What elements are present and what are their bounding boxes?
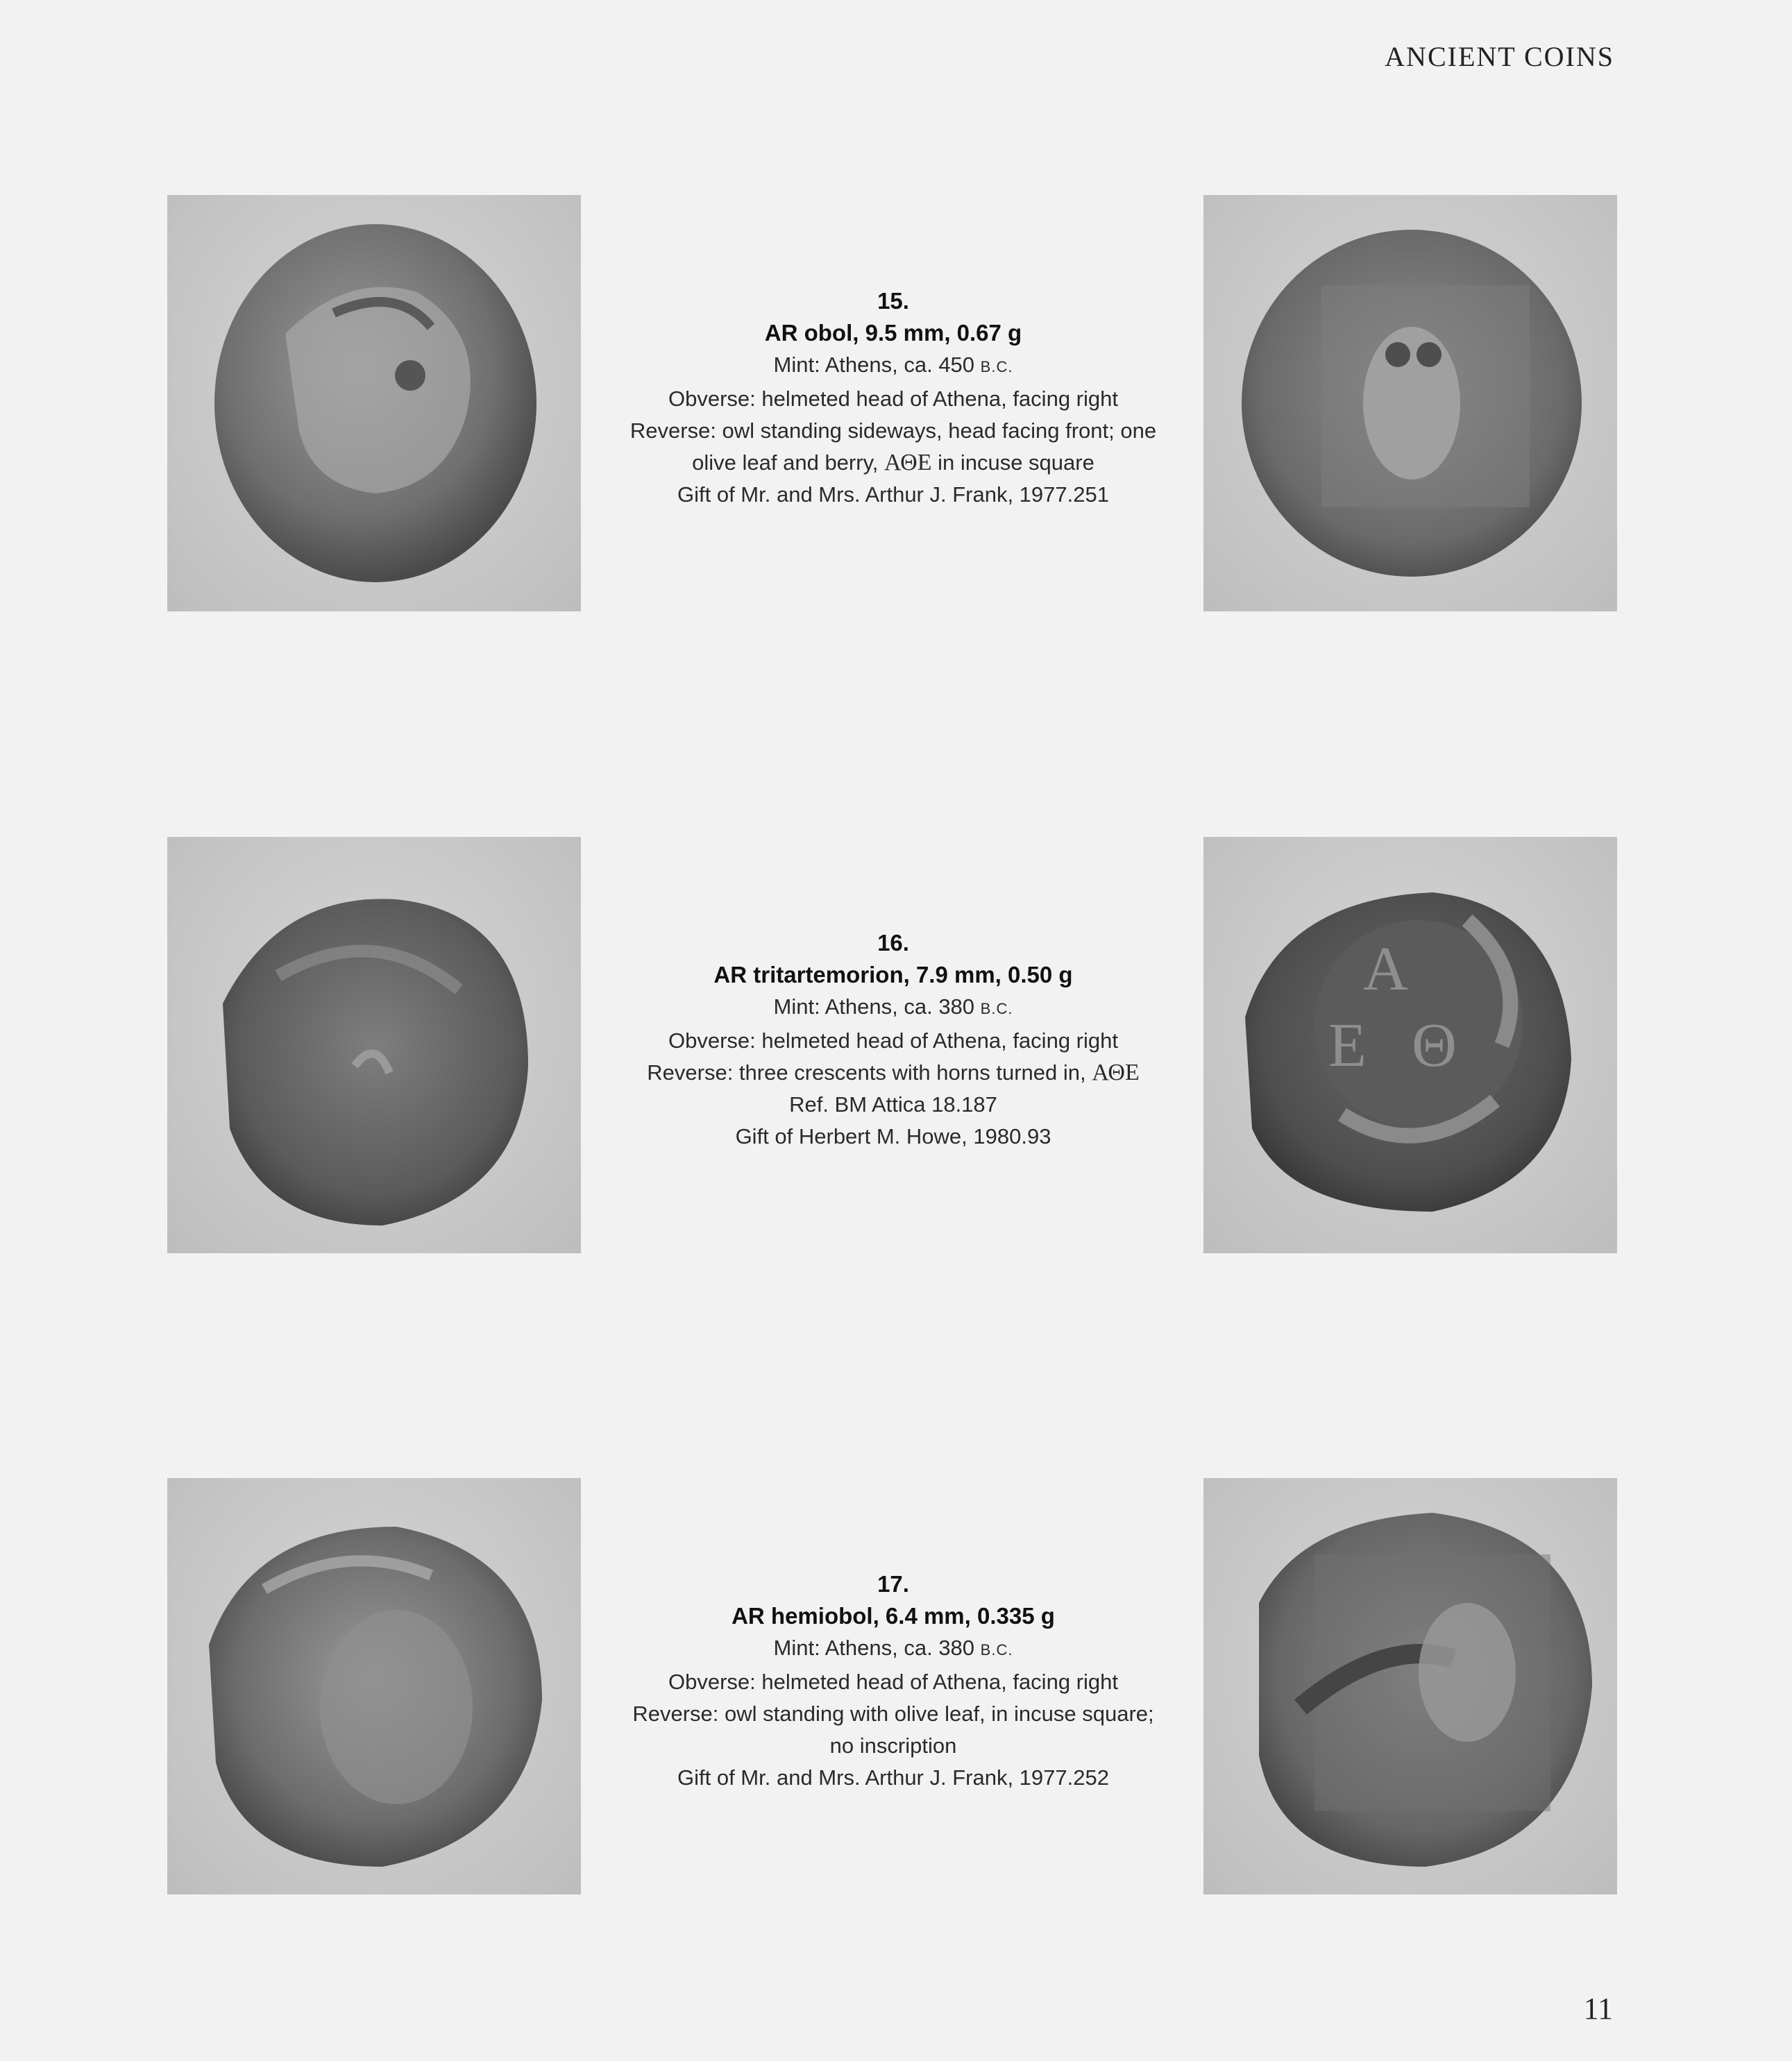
coin-15-obverse-photo [167,195,581,611]
reverse-line [583,1057,1203,1089]
era-text: B.C. [980,1000,1013,1017]
coin-17-reverse-photo [1203,1478,1617,1894]
mint-line [583,349,1203,383]
obverse-line: Obverse: helmeted head of Athena, facing right [668,1670,1118,1694]
gift-line: Gift of Herbert M. Howe, 1980.93 [735,1124,1051,1148]
era-text: B.C. [980,1641,1013,1659]
gift-line: Gift of Mr. and Mrs. Arthur J. Frank, 1977.251 [677,482,1109,507]
greek-inscription: ΑΘΕ [1092,1060,1140,1085]
catalog-number: 16. [877,930,909,956]
svg-text:Ε: Ε [1328,1011,1367,1080]
coin-15-reverse-photo [1203,195,1617,611]
reverse-line-2 [583,447,1203,479]
coin-16-reverse-photo [1203,837,1617,1253]
era-text: B.C. [980,358,1013,375]
denomination: AR hemiobol, 6.4 mm, 0.335 g [732,1603,1055,1629]
coin-entry-17 [0,1478,1792,1894]
mint-line [583,1632,1203,1666]
page-number: 11 [1583,1992,1613,2026]
svg-text:Θ: Θ [1412,1011,1457,1080]
mint-text: Mint: Athens, ca. 450 [773,353,975,377]
reverse-text: Reverse: three crescents with horns turned in, [647,1060,1092,1085]
coin-17-obverse-photo [167,1478,581,1894]
svg-text:Α: Α [1363,935,1408,1003]
running-head: ANCIENT COINS [1385,41,1614,72]
coin-entry-15 [0,195,1792,611]
greek-inscription: ΑΘΕ [884,450,932,475]
reverse-text-end: in incuse square [931,450,1094,475]
obverse-line: Obverse: helmeted head of Athena, facing right [668,1028,1118,1053]
reverse-line-2: no inscription [829,1733,957,1758]
coin-entry-16 [0,837,1792,1253]
reference-line: Ref. BM Attica 18.187 [789,1092,997,1117]
denomination: AR obol, 9.5 mm, 0.67 g [764,320,1022,346]
obverse-line: Obverse: helmeted head of Athena, facing right [668,387,1118,411]
denomination: AR tritartemorion, 7.9 mm, 0.50 g [713,962,1073,987]
mint-text: Mint: Athens, ca. 380 [773,1636,975,1660]
reverse-line: Reverse: owl standing with olive leaf, in incuse square; [632,1702,1154,1726]
coin-16-caption [583,927,1203,1153]
catalog-number: 17. [877,1571,909,1597]
coin-17-caption [583,1568,1203,1794]
reverse-text: olive leaf and berry, [692,450,884,475]
gift-line: Gift of Mr. and Mrs. Arthur J. Frank, 1977.252 [677,1765,1109,1790]
coin-16-obverse-photo [167,837,581,1253]
catalog-number: 15. [877,288,909,314]
mint-line [583,991,1203,1025]
reverse-line: Reverse: owl standing sideways, head facing front; one [629,418,1157,443]
mint-text: Mint: Athens, ca. 380 [773,994,975,1019]
coin-15-caption [583,285,1203,511]
